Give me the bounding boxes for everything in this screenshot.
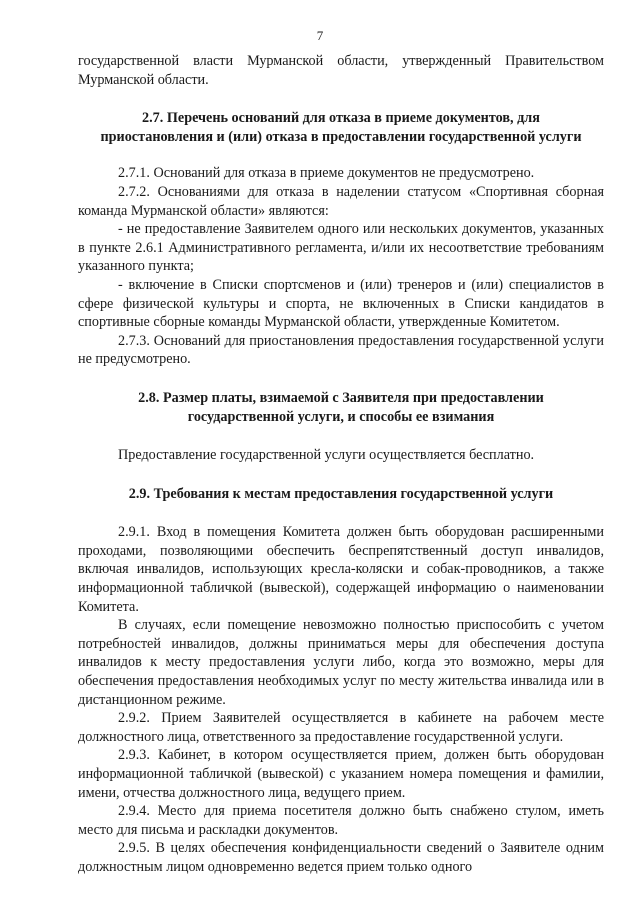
paragraph-2-7-2-item-1: - не предоставление Заявителем одного или нескольких документов, указанных в пункте 2.6.1 Административного регламента, и/или их несоответствие требованиям указанного пункта; — [78, 221, 604, 275]
paragraph-2-9-4: 2.9.4. Место для приема посетителя должно быть снабжено стулом, иметь место для письма и раскладки документов. — [78, 803, 604, 838]
paragraph-2-9-1: 2.9.1. Вход в помещения Комитета должен быть оборудован расширенными проходами, позволяющими обеспечить беспрепятственный доступ инвалидов, включая инвалидов, использующих кресла-коляски и собак-проводников, а также информационной табличкой (вывеской), содержащей информацию о наименовании Комитета. — [78, 524, 604, 615]
paragraph-2-9-1-cont: В случаях, если помещение невозможно полностью приспособить с учетом потребностей инвалидов, должны приниматься меры для обеспечения доступа инвалидов к месту предоставления услуги либо, когда это возможно, меры для обеспечения предоставления необходимых услуг по месту жительства инвалида или в дистанционном режиме. — [78, 617, 604, 708]
intro-paragraph: государственной власти Мурманской области, утвержденный Правительством Мурманской области. — [78, 53, 604, 88]
section-2-8 — [78, 389, 604, 465]
paragraph-2-7-2: 2.7.2. Основаниями для отказа в наделении статусом «Спортивная сборная команда Мурманской области» являются: — [78, 183, 604, 219]
section-2-7-title-line-2: приостановления и (или) отказа в предоставлении государственной услуги — [100, 128, 582, 145]
section-2-9 — [78, 485, 604, 877]
paragraph-2-8: Предоставление государственной услуги осуществляется бесплатно. — [118, 447, 535, 464]
paragraph-2-7-3: 2.7.3. Оснований для приостановления предоставления государственной услуги не предусмотрено. — [78, 332, 604, 368]
document-body — [78, 52, 604, 877]
paragraph-2-9-3: 2.9.3. Кабинет, в котором осуществляется прием, должен быть оборудован информационной табличкой (вывеской) с указанием номера помещения и фамилии, имени, отчества должностного лица, ведущего прием. — [78, 747, 604, 801]
paragraph-2-9-5: 2.9.5. В целях обеспечения конфиденциальности сведений о Заявителе одним должностным лицом одновременно ведется прием только одного — [78, 840, 604, 875]
section-2-8-title-line-1: 2.8. Размер платы, взимаемой с Заявителя при предоставлении — [138, 389, 544, 406]
section-2-7-title-line-1: 2.7. Перечень оснований для отказа в приеме документов, для — [142, 110, 540, 127]
page-number: 7 — [316, 28, 324, 43]
paragraph-2-7-2-item-2: - включение в Списки спортсменов и (или) тренеров и (или) специалистов в сфере физической культуры и спорта, не включенных в Списки кандидатов в спортивные сборные команды Мурманской области, утвержденные Комитетом. — [78, 276, 604, 331]
section-2-8-title-line-2: государственной услуги, и способы ее взимания — [187, 408, 495, 425]
paragraph-2-7-1: 2.7.1. Оснований для отказа в приеме документов не предусмотрено. — [118, 165, 535, 182]
paragraph-2-9-2: 2.9.2. Прием Заявителей осуществляется в кабинете на рабочем месте должностного лица, ответственного за предоставление государственной услуги. — [78, 710, 604, 745]
section-2-9-title: 2.9. Требования к местам предоставления государственной услуги — [128, 485, 554, 502]
section-2-7 — [78, 109, 604, 369]
